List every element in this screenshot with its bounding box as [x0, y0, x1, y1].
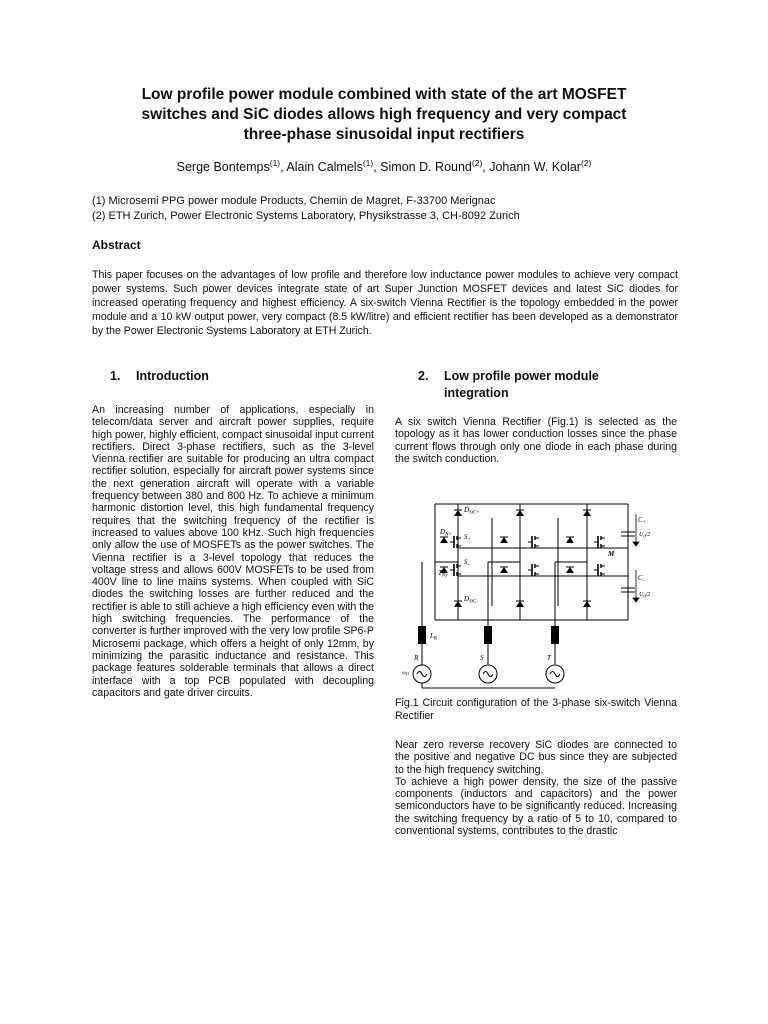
body-paragraph: A six switch Vienna Rectifier (Fig.1) is selected as the topology as it has lower conduction losses since the phase current flows through only one diode in each phase during the switch conduction. [395, 416, 677, 465]
abstract-heading: Abstract [92, 238, 141, 252]
label-phase-r: R [414, 654, 419, 662]
affiliation-1: (1) Microsemi PPG power module Products, Chemin de Magret, F-33700 Merignac [92, 195, 496, 207]
label-c-minus: $C_-$ [638, 574, 645, 584]
voltage-arrows [633, 514, 639, 602]
title-line-3: three-phase sinusoidal input rectifiers [243, 126, 525, 143]
label-phase-t: T [547, 654, 551, 662]
author-affiliation-mark: (1) [269, 158, 281, 168]
body-paragraph: To achieve a high power density, the size of the passive components (inductors and capacitors) and the power semiconductors have to be significantly reduced. Increasing the switching frequency by a ratio of 5 to 10, compared to conventional systems, contributes to the drastic [395, 775, 677, 838]
label-m: M [608, 550, 615, 558]
section-number: 2. [418, 369, 429, 383]
author-affiliation-mark: (1) [362, 158, 374, 168]
section-1-body [92, 404, 374, 699]
author-affiliation-mark: (2) [580, 158, 592, 168]
author-separator: , [280, 160, 287, 174]
author-name: Alain Calmels [286, 160, 363, 174]
abstract-text: This paper focuses on the advantages of low profile and therefore low inductance power modules to achieve very compact power systems. Such power devices integrate state of art Super Junction MOSFET devices and latest SiC diodes for increased operating frequency and highest efficiency. A six-switch Vienna Rectifier is the topology embedded in the power module and a 10 kW output power, very compact (8.5 kW/litre) and efficient rectifier has been developed as a demonstrator by the Power Electronic Systems Laboratory at ETH Zurich. [92, 269, 678, 337]
section-title: Low profile power module [444, 369, 599, 383]
author-name: Serge Bontemps [176, 160, 270, 174]
label-d-sic-plus: $D_{SiC+}$ [464, 506, 480, 516]
circuit-wiring [422, 504, 635, 688]
section-1-heading [110, 368, 209, 385]
section-title: Introduction [136, 369, 209, 383]
label-u-n: $u_{N1}$ [402, 670, 410, 677]
author-name: Johann W. Kolar [489, 160, 581, 174]
label-d-sic-minus: $D_{SiC-}$ [464, 595, 478, 605]
author-name: Simon D. Round [380, 160, 472, 174]
ac-source-symbols [413, 665, 564, 683]
affiliation-2: (2) ETH Zurich, Power Electronic Systems Laboratory, Physikstrasse 3, CH-8092 Zurich [92, 210, 520, 222]
label-t-ny: $T_{Ny}$ [438, 569, 448, 579]
title-line-2: switches and SiC diodes allows high frequency and very compact [141, 106, 627, 123]
author-separator: , [373, 160, 381, 174]
section-2-body-bottom [395, 739, 677, 837]
label-s-plus: $S_+$ [464, 533, 471, 543]
label-l-r: $L_R$ [430, 632, 437, 642]
affiliations [92, 194, 692, 224]
label-u-top: $U_0/2$ [639, 532, 651, 539]
body-paragraph: Near zero reverse recovery SiC diodes are connected to the positive and negative DC bus since they are subjected to the high frequency switching. [395, 739, 677, 776]
section-2-body-top [395, 416, 677, 465]
mosfet-symbols [450, 536, 605, 576]
author-list [40, 158, 728, 174]
label-s-minus: $S_-$ [464, 558, 470, 568]
author-separator: , [482, 160, 490, 174]
figure-1-caption: Fig.1 Circuit configuration of the 3-phase six-switch Vienna Rectifier [395, 697, 677, 722]
schematic-labels [402, 506, 650, 676]
author-affiliation-mark: (2) [471, 158, 483, 168]
vienna-rectifier-schematic [400, 498, 652, 692]
section-2-heading [418, 368, 599, 402]
diode-symbols [440, 510, 591, 607]
label-d-n-plus: $D_{N+}$ [440, 528, 452, 538]
label-c-plus: $C_+$ [638, 516, 647, 526]
section-title-continued: integration [444, 386, 509, 400]
body-paragraph: An increasing number of applications, especially in telecom/data server and aircraft power supplies, require high power, highly efficient, compact sinusoidal input current rectifiers. Direct 3-phase rectifiers, such as the 3-level Vienna rectifier are suitable for producing an ultra compact rectifier solution, especially for aircraft power systems since the next generation aircraft will operate with a variable frequency between 380 and 800 Hz. To achieve a minimum harmonic distortion level, this high fundamental frequency requires that the switching frequency of the rectifier is increased to values above 100 kHz. Such high frequencies only allow the use of MOSFETs as the power switches. The Vienna rectifier is a 3-level topology that reduces the voltage stress and allows 600V MOSFETs to be used from 400V line to line mains systems. When coupled with SiC diodes the switching losses are further reduced and the rectifier is able to still achieve a high efficiency even with the high switching frequencies. The performance of the converter is further improved with the very low profile SP6-P Microsemi package, which offers a height of only 12mm, by minimizing the parasitic inductance and resistance. This package features solderable terminals that allows a direct interface with a top PCB populated with decoupling capacitors and gate driver circuits. [92, 404, 374, 699]
label-phase-s: S [480, 654, 484, 662]
label-u-bottom: $U_0/2$ [639, 592, 651, 599]
section-number: 1. [110, 369, 121, 383]
paper-title [70, 85, 698, 145]
title-line-1: Low profile power module combined with state of the art MOSFET [141, 86, 627, 103]
inductor-symbols [418, 626, 559, 644]
